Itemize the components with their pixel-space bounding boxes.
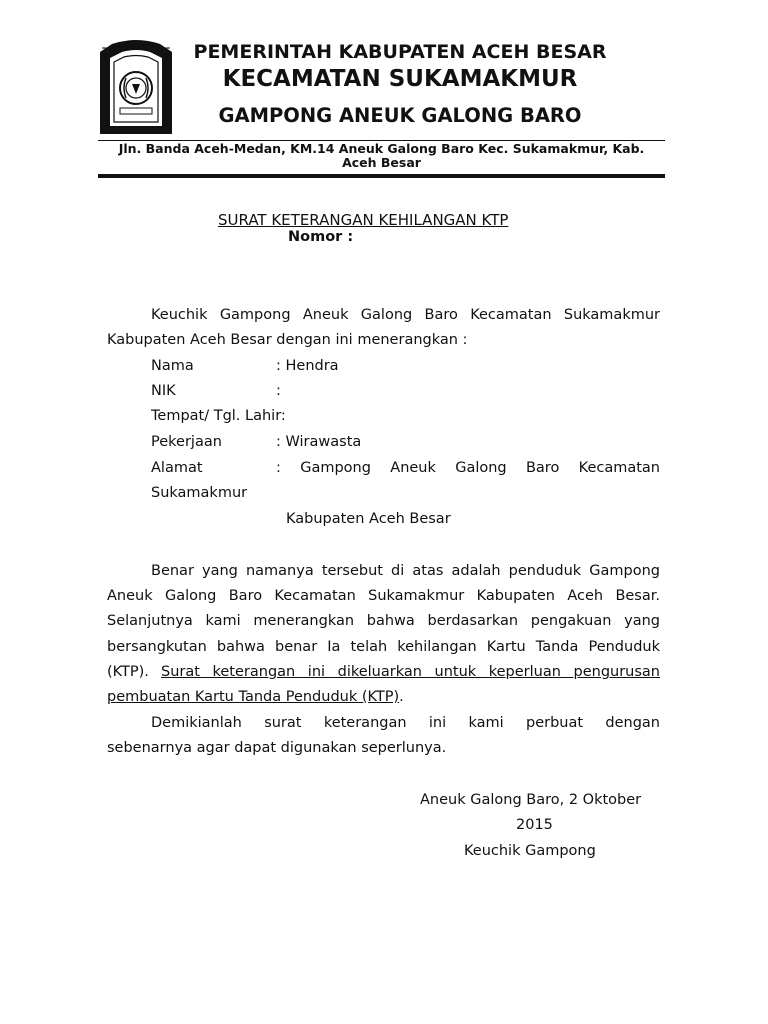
field-value-nik: : xyxy=(276,383,281,399)
alamat-continuation-1: Sukamakmur xyxy=(151,485,248,501)
address-line-2: Aceh Besar xyxy=(342,155,421,170)
field-label-alamat: Alamat xyxy=(151,460,203,476)
intro-line-2: Kabupaten Aceh Besar dengan ini menerangkan : xyxy=(107,332,468,348)
header-divider-thick xyxy=(98,174,665,178)
alamat-continuation-2: Kabupaten Aceh Besar xyxy=(286,511,451,527)
para2-line-6 xyxy=(107,687,404,707)
letterhead-address xyxy=(98,142,665,170)
field-value-alamat: : Gampong Aneuk Galong Baro Kecamatan xyxy=(276,460,660,476)
para2-line-5-start: (KTP). xyxy=(107,664,149,680)
document-number-label: Nomor : xyxy=(288,229,354,245)
para3-line-2: sebenarnya agar dapat digunakan seperlunya. xyxy=(107,740,447,756)
intro-line-1: Keuchik Gampong Aneuk Galong Baro Kecamatan Sukamakmur xyxy=(151,307,660,323)
para2-line-2: Aneuk Galong Baro Kecamatan Sukamakmur Kabupaten Aceh Besar. xyxy=(107,588,660,604)
para2-line-4: bersangkutan bahwa benar Ia telah kehilangan Kartu Tanda Penduduk xyxy=(107,639,660,655)
para2-line-1: Benar yang namanya tersebut di atas adalah penduduk Gampong xyxy=(151,563,660,579)
para2-line-6-underlined: pembuatan Kartu Tanda Penduduk (KTP) xyxy=(107,689,400,705)
signature-role: Keuchik Gampong xyxy=(464,843,596,859)
para2-line-5-underlined: Surat keterangan ini dikeluarkan untuk keperluan pengurusan xyxy=(161,664,660,680)
para3-line-1: Demikianlah surat keterangan ini kami perbuat dengan xyxy=(151,715,660,731)
letterhead-regency: PEMERINTAH KABUPATEN ACEH BESAR xyxy=(193,41,607,63)
document-title: SURAT KETERANGAN KEHILANGAN KTP xyxy=(218,211,509,229)
field-label-nik: NIK xyxy=(151,383,176,399)
aceh-besar-regency-emblem-icon xyxy=(96,38,176,138)
field-value-nama: : Hendra xyxy=(276,358,339,374)
signature-year: 2015 xyxy=(516,817,553,833)
signature-place-date: Aneuk Galong Baro, 2 Oktober xyxy=(420,792,642,808)
para2-line-6-tail: . xyxy=(399,689,404,705)
field-value-pekerjaan: : Wirawasta xyxy=(276,434,362,450)
letterhead-village: GAMPONG ANEUK GALONG BARO xyxy=(218,104,582,127)
field-label-ttl: Tempat/ Tgl. Lahir: xyxy=(151,408,286,424)
address-line-1: Jln. Banda Aceh-Medan, KM.14 Aneuk Galong Baro Kec. Sukamakmur, Kab. xyxy=(118,141,645,156)
field-label-nama: Nama xyxy=(151,358,194,374)
para2-line-3: Selanjutnya kami menerangkan bahwa berdasarkan pengakuan yang xyxy=(107,613,660,629)
field-label-pekerjaan: Pekerjaan xyxy=(151,434,222,450)
letterhead-district: KECAMATAN SUKAMAKMUR xyxy=(222,66,578,92)
